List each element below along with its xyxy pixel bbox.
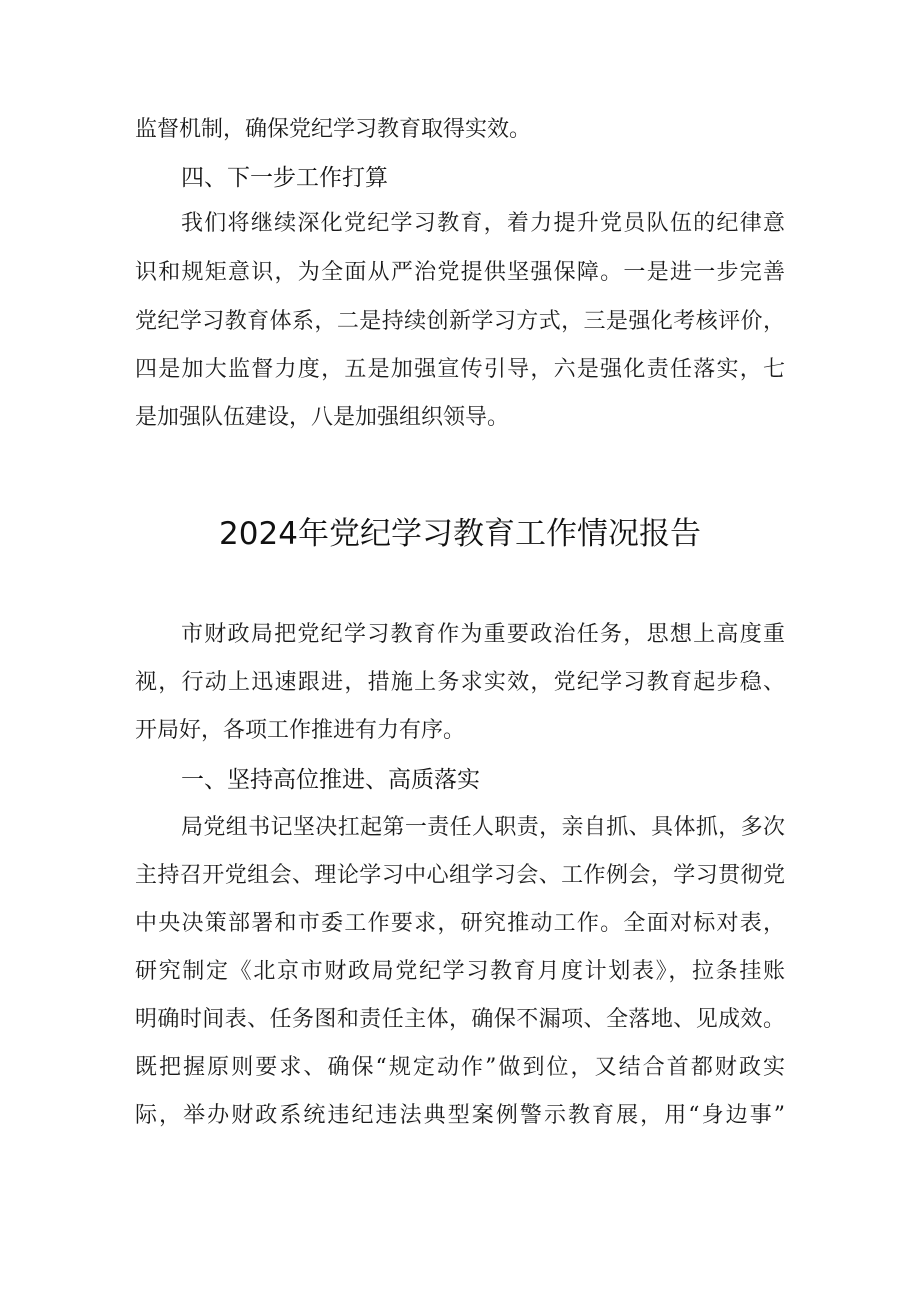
paragraph-line: 既把握原则要求、确保“规定动作”做到位，又结合首都财政实 [135, 1055, 785, 1080]
paragraph-line: 研究制定《北京市财政局党纪学习教育月度计划表》，拉条挂账 [135, 959, 785, 984]
section-heading-next-steps: 四、下一步工作打算 [181, 165, 388, 191]
report-title: 2024年党纪学习教育工作情况报告 [219, 516, 701, 552]
paragraph-line: 中央决策部署和市委工作要求，研究推动工作。全面对标对表， [135, 911, 785, 936]
section-heading-1: 一、坚持高位推进、高质落实 [181, 767, 480, 793]
paragraph-line: 党纪学习教育体系，二是持续创新学习方式，三是强化考核评价， [135, 309, 785, 334]
paragraph-line: 监督机制，确保党纪学习教育取得实效。 [135, 117, 532, 142]
paragraph-line: 开局好，各项工作推进有力有序。 [135, 718, 466, 743]
paragraph-line: 我们将继续深化党纪学习教育，着力提升党员队伍的纪律意 [181, 211, 785, 236]
paragraph-line: 视，行动上迅速跟进，措施上务求实效，党纪学习教育起步稳、 [135, 670, 785, 695]
paragraph-line: 识和规矩意识，为全面从严治党提供坚强保障。一是进一步完善 [135, 260, 785, 285]
paragraph-line: 市财政局把党纪学习教育作为重要政治任务，思想上高度重 [181, 622, 785, 647]
paragraph-line: 主持召开党组会、理论学习中心组学习会、工作例会，学习贯彻党 [135, 863, 785, 888]
paragraph-line: 际，举办财政系统违纪违法典型案例警示教育展，用“身边事” [135, 1103, 785, 1128]
paragraph-line: 四是加大监督力度，五是加强宣传引导，六是强化责任落实，七 [135, 357, 785, 382]
paragraph-line: 明确时间表、任务图和责任主体，确保不漏项、全落地、见成效。 [135, 1007, 785, 1032]
paragraph-line: 局党组书记坚决扛起第一责任人职责，亲自抓、具体抓，多次 [181, 815, 785, 840]
paragraph-line: 是加强队伍建设，八是加强组织领导。 [135, 405, 510, 430]
